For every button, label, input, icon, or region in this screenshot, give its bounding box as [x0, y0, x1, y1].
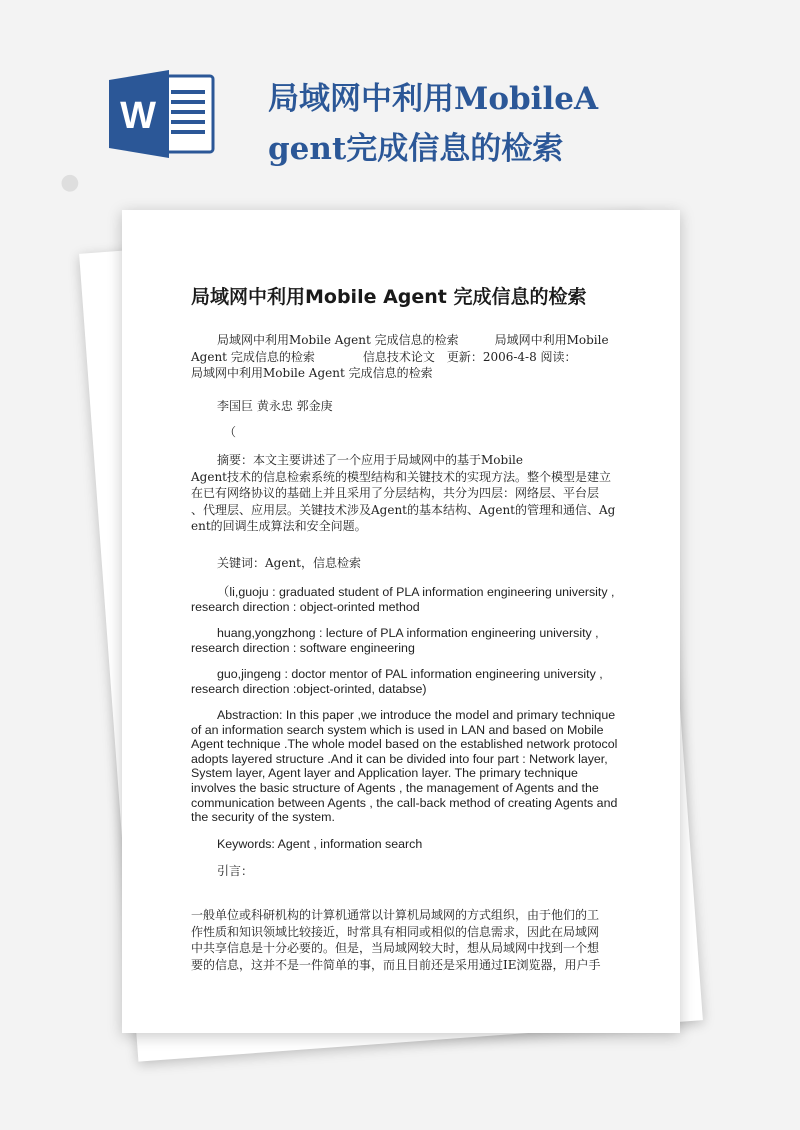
- intro-body: [191, 907, 633, 973]
- abstract-cn-line: 摘要：本文主要讲述了一个应用于局域网中的基于Mobile: [217, 453, 523, 467]
- abstract-cn: [191, 452, 633, 535]
- abstract-en: [191, 708, 633, 825]
- abstract-en-line: of an information search system which is used in LAN and based on Mobile: [191, 722, 604, 737]
- authors: 李国巨 黄永忠 郭金庚: [217, 399, 333, 413]
- intro-heading: 引言：: [217, 864, 254, 878]
- document-title: 局域网中利用Mobile Agent 完成信息的检索: [191, 286, 587, 308]
- abstract-en-line: adopts layered structure .And it can be divided into four part : Network layer,: [191, 751, 608, 766]
- abstract-en-line: the security of the system.: [191, 810, 335, 825]
- watermark: ●: [56, 167, 83, 198]
- bio-line: guo,jingeng : doctor mentor of PAL information engineering university ,: [217, 667, 603, 681]
- bio-line: research direction : object-orinted method: [191, 599, 420, 614]
- abstract-cn-line: ent的回调生成算法和安全问题。: [191, 519, 367, 533]
- meta-line: 局域网中利用Mobile Agent 完成信息的检索 局域网中利用Mobile: [217, 333, 609, 347]
- intro-line: 要的信息，这并不是一件简单的事，而且目前还是采用通过IE浏览器，用户手: [191, 957, 601, 972]
- bio-line: research direction : software engineering: [191, 640, 415, 655]
- logo-letter: W: [120, 95, 156, 137]
- abstract-cn-line: 、代理层、应用层。关键技术涉及Agent的基本结构、Agent的管理和通信、Ag: [191, 502, 616, 517]
- bio-line: huang,yongzhong : lecture of PLA information engineering university ,: [217, 626, 599, 640]
- bio-line: （li,guoju : graduated student of PLA information engineering university ,: [217, 585, 615, 599]
- bio-huang: [191, 626, 633, 655]
- bio-guo: [191, 667, 633, 696]
- intro-line: 一般单位或科研机构的计算机通常以计算机局域网的方式组织，由于他们的工: [191, 908, 600, 922]
- abstract-en-line: Abstraction: In this paper ,we introduce the model and primary technique: [217, 708, 616, 722]
- keywords-en: Keywords: Agent , information search: [217, 837, 423, 851]
- word-logo-icon: [109, 70, 217, 158]
- meta-line: Agent 完成信息的检索 信息技术论文 更新：2006-4-8 阅读：: [191, 349, 577, 364]
- abstract-en-line: communication between Agents , the call-back method of creating Agents and: [191, 795, 618, 810]
- banner-title: 局域网中利用MobileAgent完成信息的检索: [268, 81, 598, 167]
- paren: （: [224, 425, 237, 439]
- meta-paragraph: [191, 332, 633, 382]
- intro-line: 作性质和知识领域比较接近，时常具有相同或相似的信息需求，因此在局域网: [191, 924, 600, 939]
- meta-line: 局域网中利用Mobile Agent 完成信息的检索: [191, 366, 433, 380]
- abstract-en-line: involves the basic structure of Agents , the management of Agents and the: [191, 780, 599, 795]
- document-page: [122, 210, 680, 1033]
- abstract-en-line: System layer, Agent layer and Application layer. The primary technique: [191, 766, 578, 781]
- intro-line: 中共享信息是十分必要的。但是，当局域网较大时，想从局域网中找到一个想: [191, 941, 600, 955]
- abstract-en-line: Agent technique .The whole model based on the established network protocol: [191, 737, 618, 752]
- abstract-cn-line: Agent技术的信息检索系统的模型结构和关键技术的实现方法。整个模型是建立: [191, 469, 612, 484]
- bio-li: [191, 585, 633, 614]
- bio-line: research direction :object-orinted, databse): [191, 681, 427, 696]
- abstract-cn-line: 在已有网络协议的基础上并且采用了分层结构，共分为四层：网络层、平台层: [191, 486, 600, 500]
- keywords-cn: 关键词：Agent，信息检索: [217, 556, 362, 570]
